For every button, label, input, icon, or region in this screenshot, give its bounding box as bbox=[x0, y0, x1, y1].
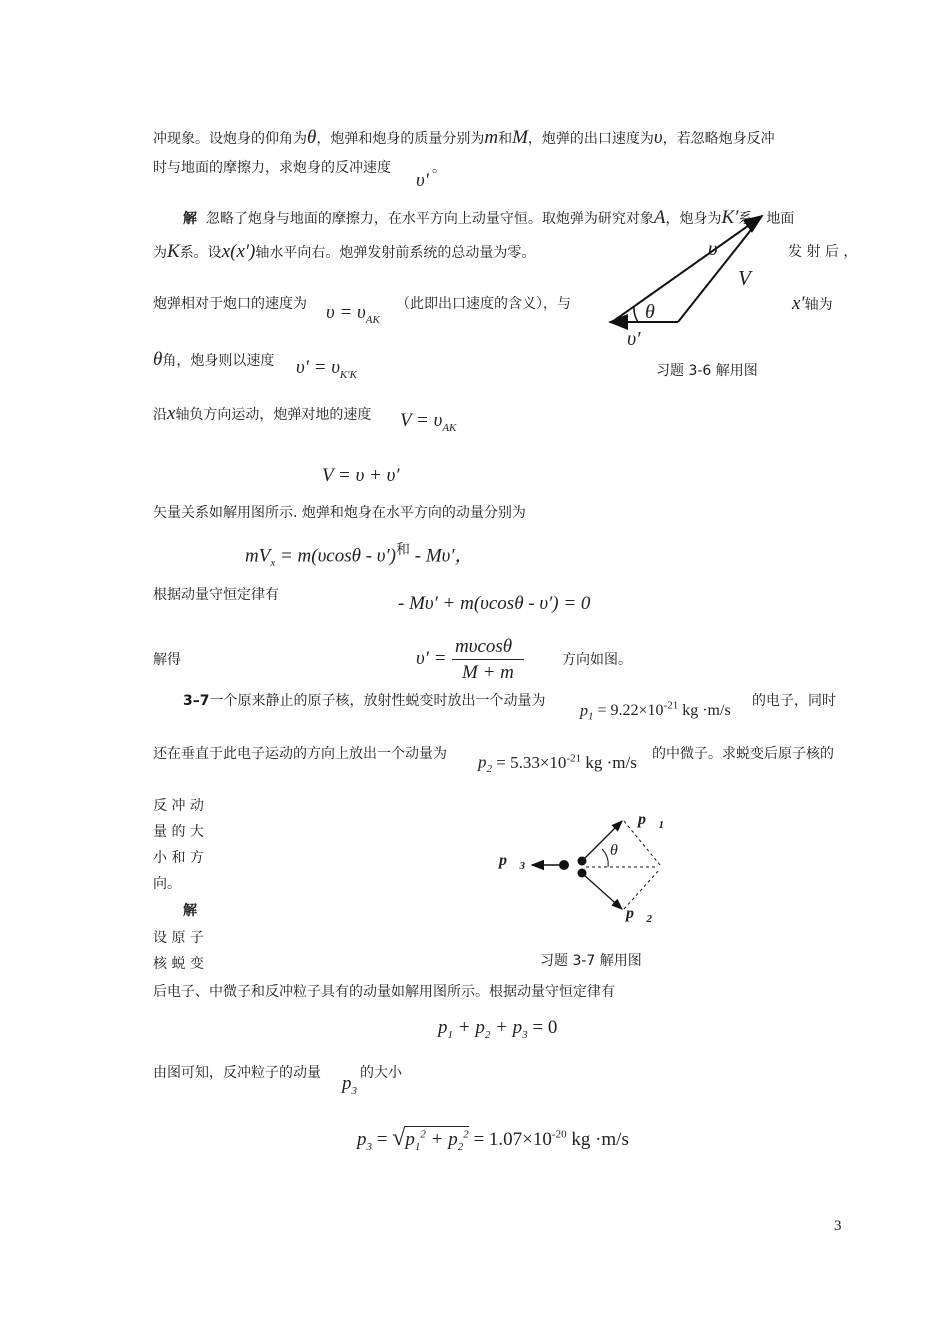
label-v: υ bbox=[708, 236, 718, 260]
problem-3-7-line4: 由图可知，反冲粒子的动量 bbox=[153, 1065, 321, 1081]
solution-line3: 炮弹相对于炮口的速度为 bbox=[153, 296, 307, 312]
solution-line2-end: 发 射 后 ， bbox=[788, 244, 858, 260]
figure-3-6-caption: 习题 3-6 解用图 bbox=[656, 363, 758, 379]
solution-head-3-7: 解 bbox=[183, 903, 197, 919]
solution-direction: 方向如图。 bbox=[562, 652, 632, 668]
eq-result-lhs: υ′ = bbox=[416, 648, 447, 669]
col-line4: 向。 bbox=[153, 876, 181, 892]
p3-symbol: $p_3$ bbox=[342, 1073, 357, 1097]
period: 。 bbox=[432, 160, 446, 176]
page-number: 3 bbox=[834, 1218, 842, 1234]
eq-result-den: M + m bbox=[462, 662, 514, 683]
eq-p3-magnitude: $p_3 = √p_1^2 + p_2^2 = 1.07\times 10^{-20}$ kg ·m/s bbox=[357, 1125, 629, 1153]
solution-line7: 根据动量守恒定律有 bbox=[153, 587, 279, 603]
eq-momentum: $mV_x = m(\upsilon\cos\theta - \upsilon')^和 - M\upsilon'$， bbox=[245, 542, 474, 570]
eq-conservation: - Mυ′ + m(υcosθ - υ′) = 0 bbox=[398, 593, 591, 614]
figure-3-7-caption: 习题 3-7 解用图 bbox=[540, 953, 642, 969]
solution-line3-b: （此即出口速度的含义），与 bbox=[396, 296, 571, 312]
solution-line1: 解 忽略了炮身与地面的摩擦力，在水平方向上动量守恒。取炮弹为研究对象A，炮身为K′系，地面 bbox=[183, 207, 795, 228]
col2-line1: 设 原 子 bbox=[153, 930, 204, 946]
p2-value: $p_2 = 5.33\times 10^{-21}$ kg ·m/s bbox=[478, 752, 637, 776]
eq-sum-p: $p_1 + p_2 + p_3 = 0$ bbox=[438, 1017, 558, 1041]
problem-3-7-line1-end: 的电子，同时 bbox=[752, 693, 836, 709]
solution-line4: θ角，炮身则以速度 bbox=[153, 349, 275, 370]
label-p3: $p⃗_3$ bbox=[499, 852, 525, 873]
solution-line2: 为K系。设x(x′)轴水平向右。炮弹发射前系统的总动量为零。 bbox=[153, 241, 536, 262]
solution-line8: 解得 bbox=[153, 652, 181, 668]
solution-line5: 沿x轴负方向运动，炮弹对地的速度 bbox=[153, 403, 372, 424]
problem-3-7-line2-end: 的中微子。求蜕变后原子核的 bbox=[652, 746, 834, 762]
label-p2: $p⃗_2$ bbox=[626, 905, 652, 926]
solution-line3-c: x′轴为 bbox=[792, 293, 833, 314]
col-line3: 小 和 方 bbox=[153, 850, 204, 866]
label-V: V bbox=[738, 266, 751, 290]
label-theta: θ bbox=[645, 301, 655, 323]
problem-3-7-line1: 3–7一个原来静止的原子核，放射性蜕变时放出一个动量为 bbox=[183, 693, 546, 709]
problem-3-7-line3: 后电子、中微子和反冲粒子具有的动量如解用图所示。根据动量守恒定律有 bbox=[153, 984, 615, 1000]
eq-vprime: $\upsilon' = \upsilon_{K'K}$ bbox=[296, 357, 358, 381]
problem-3-7-line2: 还在垂直于此电子运动的方向上放出一个动量为 bbox=[153, 746, 447, 762]
solution-line6: 矢量关系如解用图所示. 炮弹和炮身在水平方向的动量分别为 bbox=[153, 505, 526, 521]
eq-result-num: mυcosθ bbox=[455, 636, 513, 657]
problem-3-6-line2: 时与地面的摩擦力，求炮身的反冲速度 bbox=[153, 160, 391, 176]
fraction-bar bbox=[452, 659, 524, 660]
vprime-symbol: υ′ bbox=[416, 170, 429, 191]
p1-value: $p_1 = 9.22\times 10^{-21}$ kg ·m/s bbox=[580, 700, 731, 723]
col-line2: 量 的 大 bbox=[153, 824, 204, 840]
label-vprime: υ′ bbox=[627, 328, 641, 350]
label-p1: $p⃗_1$ bbox=[638, 811, 664, 832]
eq-v-vak: $\upsilon = \upsilon_{AK}$ bbox=[326, 302, 380, 326]
problem-3-6-line1: 冲现象。设炮身的仰角为θ，炮弹和炮身的质量分别为m和M，炮弹的出口速度为υ，若忽略炮身反冲 bbox=[153, 127, 775, 148]
col-line1: 反 冲 动 bbox=[153, 798, 204, 814]
eq-V-vak: $V = \upsilon_{AK}$ bbox=[400, 410, 457, 434]
col2-line2: 核 蜕 变 bbox=[153, 956, 204, 972]
label-theta-2: θ bbox=[610, 842, 618, 859]
problem-3-7-line4-end: 的大小 bbox=[360, 1065, 402, 1081]
problem-number: 3–7 bbox=[183, 693, 210, 709]
eq-V-sum: V = υ + υ′ bbox=[322, 465, 400, 486]
